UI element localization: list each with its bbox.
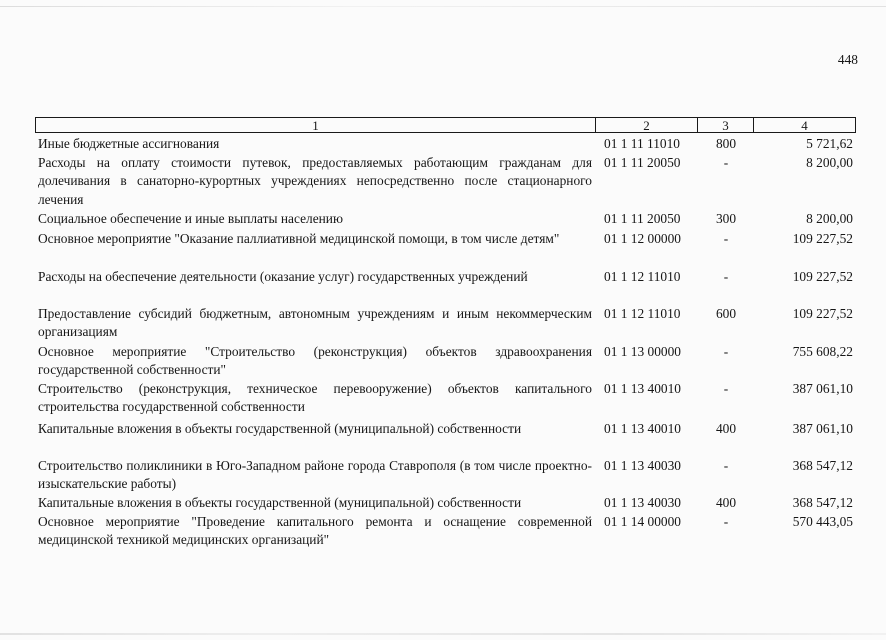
row-code: 01 1 13 40030 xyxy=(604,458,681,473)
row-type: - xyxy=(723,269,729,284)
row-amount: 570 443,05 xyxy=(792,514,853,529)
page-number: 448 xyxy=(837,52,858,67)
scan-edge-bottom xyxy=(0,633,886,635)
row-name: Строительство поликлиники в Юго-Западном районе города Ставрополя (в том числе проектно-изыскательские работы) xyxy=(38,458,592,492)
row-type: - xyxy=(723,155,729,170)
row-name: Предоставление субсидий бюджетным, автономным учреждениям и иным некоммерческим организациям xyxy=(38,306,592,340)
header-col-4: 4 xyxy=(801,118,808,133)
row-name: Строительство (реконструкция, техническое перевооружение) объектов капитального строительства государственной собственности xyxy=(38,381,592,415)
row-code: 01 1 12 11010 xyxy=(604,306,681,321)
row-name: Расходы на оплату стоимости путевок, предоставляемых работающим гражданам для долечивания в санаторно-курортных учреждениях непосредственно после стационарного лечения xyxy=(38,155,592,207)
row-type: 300 xyxy=(715,211,737,226)
row-code: 01 1 12 00000 xyxy=(604,231,681,246)
row-name: Иные бюджетные ассигнования xyxy=(38,136,220,151)
row-type: - xyxy=(723,458,729,473)
row-amount: 755 608,22 xyxy=(792,344,853,359)
row-code: 01 1 13 00000 xyxy=(604,344,681,359)
row-type: 800 xyxy=(715,136,737,151)
row-name: Основное мероприятие "Строительство (реконструкция) объектов здравоохранения государственной собственности" xyxy=(38,344,592,378)
row-name: Капитальные вложения в объекты государственной (муниципальной) собственности xyxy=(38,495,522,510)
row-amount: 109 227,52 xyxy=(792,231,853,246)
row-type: 400 xyxy=(715,495,737,510)
scan-edge-top xyxy=(0,6,886,7)
row-amount: 109 227,52 xyxy=(792,269,853,284)
row-name: Основное мероприятие "Оказание паллиативной медицинской помощи, в том числе детям" xyxy=(38,231,560,246)
row-code: 01 1 13 40030 xyxy=(604,495,681,510)
row-amount: 8 200,00 xyxy=(806,155,853,170)
row-type: - xyxy=(723,514,729,529)
row-name: Социальное обеспечение и иные выплаты населению xyxy=(38,211,343,226)
row-amount: 387 061,10 xyxy=(792,421,853,436)
row-code: 01 1 13 40010 xyxy=(604,421,681,436)
row-type: - xyxy=(723,344,729,359)
row-amount: 8 200,00 xyxy=(806,211,853,226)
row-code: 01 1 13 40010 xyxy=(604,381,681,396)
header-col-2: 2 xyxy=(596,118,698,132)
row-name: Капитальные вложения в объекты государственной (муниципальной) собственности xyxy=(38,421,522,436)
row-type: - xyxy=(723,231,729,246)
row-amount: 368 547,12 xyxy=(792,495,853,510)
header-col-1: 1 xyxy=(36,118,596,132)
row-amount: 5 721,62 xyxy=(806,136,853,151)
row-code: 01 1 14 00000 xyxy=(604,514,681,529)
row-name: Расходы на обеспечение деятельности (оказание услуг) государственных учреждений xyxy=(38,269,528,284)
row-code: 01 1 11 20050 xyxy=(604,155,681,170)
row-type: 600 xyxy=(715,306,737,321)
row-code: 01 1 12 11010 xyxy=(604,269,681,284)
row-type: 400 xyxy=(715,421,737,436)
row-code: 01 1 11 11010 xyxy=(604,136,681,151)
row-code: 01 1 11 20050 xyxy=(604,211,681,226)
row-type: - xyxy=(723,381,729,396)
row-amount: 387 061,10 xyxy=(792,381,853,396)
header-col-3: 3 xyxy=(698,118,754,132)
row-name: Основное мероприятие "Проведение капитального ремонта и оснащение современной медицинской техникой медицинских организаций" xyxy=(38,514,592,548)
row-amount: 368 547,12 xyxy=(792,458,853,473)
table-header xyxy=(35,117,856,133)
row-amount: 109 227,52 xyxy=(792,306,853,321)
